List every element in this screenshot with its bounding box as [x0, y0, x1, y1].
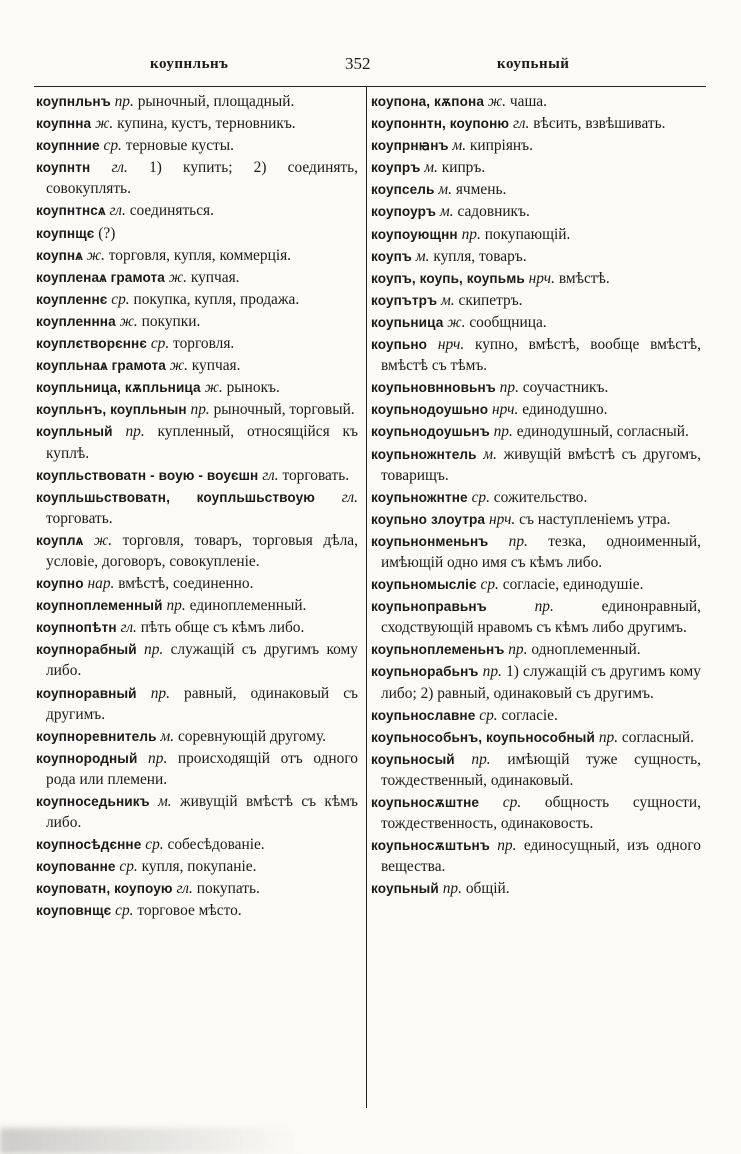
dictionary-entry [371, 157, 701, 178]
entry-headword: коупьнославне [371, 707, 476, 723]
entry-grammar-label: м. [452, 137, 467, 155]
dictionary-entry [36, 421, 358, 463]
entry-headword: коупоуръ [371, 204, 437, 220]
entry-grammar-label: ж. [93, 531, 113, 549]
entry-headword: коупльнъ, коупльнын [36, 402, 187, 418]
entry-headword: коуплѧ [36, 532, 84, 548]
entry-headword: коупьномысліє [371, 577, 477, 593]
dictionary-entry [371, 749, 701, 791]
entry-grammar-label: пр. [144, 641, 164, 659]
dictionary-entry [371, 727, 701, 748]
entry-grammar-label: ж. [204, 379, 223, 397]
entry-headword: коупьнодоушьно [371, 402, 489, 418]
dictionary-entry [36, 333, 358, 354]
entry-definition: покупающій. [484, 225, 571, 243]
entry-headword: коупоующнн [371, 226, 458, 242]
entry-definition: сожительство. [493, 488, 588, 506]
dictionary-entry [371, 487, 701, 508]
entry-definition: единодушный, согласный. [516, 423, 689, 441]
entry-definition: тезка, одноименный, имѣющій одно имя съ кѣмъ либо. [381, 532, 701, 571]
entry-grammar-label: пр. [508, 641, 528, 659]
entry-grammar-label: пр. [493, 423, 513, 441]
entry-headword: коупьница [371, 314, 444, 330]
entry-headword: коупьно злоутра [371, 511, 486, 527]
dictionary-entry [36, 683, 358, 725]
entry-headword: коупътръ [371, 292, 438, 308]
entry-headword: коупьноправьнъ [371, 599, 487, 615]
entry-definition: рыночный, торговый. [213, 401, 355, 419]
right-column [371, 91, 701, 900]
entry-grammar-label: ж. [95, 115, 114, 133]
entry-headword: коупьнособьнъ, коупьнособный [371, 729, 595, 745]
entry-headword: коупно [36, 576, 84, 592]
entry-headword: коупленнє [36, 291, 108, 307]
entry-grammar-label: м. [157, 793, 172, 810]
dictionary-entry [371, 705, 701, 726]
entry-definition: одноплеменный. [531, 641, 641, 659]
dictionary-entry [371, 596, 701, 638]
entry-definition: (?) [98, 224, 116, 242]
entry-headword: коупьносѫштне [371, 795, 480, 810]
entry-grammar-label: пр. [148, 749, 168, 767]
entry-headword: коупнѧ [36, 247, 83, 263]
dictionary-entry [36, 267, 358, 288]
entry-definition: единодушно. [522, 401, 608, 419]
entry-headword: коупьноплеменьнъ [371, 642, 505, 658]
entry-headword: коупльница, кѫпльница [36, 380, 201, 396]
entry-grammar-label: ср. [502, 794, 522, 811]
entry-grammar-label: ж. [447, 313, 466, 331]
dictionary-entry [36, 465, 358, 486]
entry-grammar-label: ср. [479, 706, 498, 724]
dictionary-entry [36, 573, 358, 594]
dictionary-entry [371, 246, 701, 267]
entry-grammar-label: м. [483, 445, 497, 463]
entry-grammar-label: пр. [534, 598, 554, 616]
entry-grammar-label: пр. [598, 728, 619, 746]
entry-headword: коупнние [36, 138, 100, 154]
entry-grammar-label: гл. [341, 488, 358, 506]
entry-definition: рыночный, площадный. [137, 93, 295, 110]
header-rule [34, 86, 706, 87]
entry-definition: соревнующій другому. [177, 727, 326, 745]
entry-grammar-label: ж. [86, 246, 105, 264]
entry-grammar-label: пр. [190, 401, 210, 419]
entry-definition: соединяться. [129, 202, 214, 220]
dictionary-entry [371, 377, 701, 398]
dictionary-entry [36, 223, 358, 244]
entry-definition: кипріянъ. [469, 137, 533, 155]
dictionary-entry [371, 531, 701, 573]
entry-headword: коупьновнновьнъ [371, 380, 496, 396]
dictionary-entry [371, 179, 701, 200]
entry-grammar-label: пр. [499, 379, 519, 397]
entry-definition: вмѣстѣ, соединенно. [118, 575, 254, 593]
entry-grammar-label: нрч. [488, 510, 516, 528]
dictionary-entry [371, 334, 701, 376]
entry-headword: коупльнаѧ грамота [36, 358, 166, 374]
entry-headword: коупнна [36, 116, 92, 132]
entry-headword: коупнщє [36, 225, 95, 241]
entry-headword: коупьносѫштьнъ [371, 838, 490, 854]
entry-definition: вѣсить, взвѣшивать. [533, 115, 666, 133]
entry-definition: собесѣдованіе. [167, 836, 265, 854]
entry-definition: купленный, относящійся къ куплѣ. [46, 423, 358, 462]
entry-definition: покупка, купля, продажа. [133, 290, 300, 308]
entry-grammar-label: ср. [115, 902, 134, 920]
entry-definition: скипетръ. [458, 291, 523, 309]
entry-headword: коупноревнитель [36, 728, 157, 744]
entry-definition: живущій вмѣстѣ съ кѣмъ либо. [46, 793, 358, 832]
dictionary-entry [36, 748, 358, 790]
dictionary-entry [371, 444, 701, 486]
dictionary-entry [36, 639, 358, 681]
entry-definition: имѣющій туже сущность, тождественный, одинаковый. [381, 750, 701, 789]
entry-headword: коупьный [371, 881, 439, 897]
entry-definition: сообщница. [469, 313, 547, 331]
entry-headword: коупноплеменный [36, 598, 163, 614]
entry-headword: коупльшьствоватн, коупльшьствоую [36, 489, 315, 505]
entry-definition: покупать. [196, 880, 260, 898]
dictionary-entry [36, 311, 358, 332]
entry-definition: покупки. [141, 312, 201, 330]
dictionary-entry [36, 791, 358, 833]
entry-grammar-label: нрч. [437, 336, 465, 354]
entry-headword: коуплєтворєннє [36, 336, 147, 352]
entry-headword: коупноседьникъ [36, 794, 150, 809]
dictionary-entry [371, 835, 701, 877]
entry-headword: коупльный [36, 424, 113, 440]
entry-grammar-label: м. [415, 247, 430, 265]
entry-grammar-label: ср. [471, 488, 490, 506]
right-guide-word: коупьный [497, 56, 570, 72]
entry-grammar-label: м. [440, 291, 455, 309]
entry-definition: купля, покупаніе. [141, 858, 257, 876]
dictionary-entry [36, 399, 358, 420]
column-divider [366, 86, 367, 1108]
dictionary-entry [36, 91, 358, 112]
entry-definition: общность сущности, тождественность, одинаковость. [381, 794, 701, 833]
entry-definition: единоплеменный. [189, 597, 307, 615]
entry-grammar-label: м. [424, 159, 438, 177]
dictionary-entry [371, 509, 701, 530]
entry-headword: коупона, кѫпона [371, 94, 484, 109]
entry-headword: коуповатн, коупоую [36, 881, 173, 897]
entry-definition: торговое мѣсто. [137, 902, 242, 920]
dictionary-entry [36, 856, 358, 877]
entry-grammar-label: нрч. [528, 269, 555, 287]
entry-headword: коупнопѣтн [36, 620, 117, 636]
entry-headword: коупьнонменьнъ [371, 533, 489, 549]
entry-definition: терновые кусты. [125, 137, 234, 155]
entry-grammar-label: ср. [111, 290, 130, 308]
entry-definition: торговля. [173, 335, 235, 353]
entry-definition: живущій вмѣстѣ съ другомъ, товарищъ. [381, 445, 701, 484]
entry-definition: купчая. [190, 268, 240, 286]
entry-grammar-label: пр. [166, 597, 186, 615]
entry-grammar-label: гл. [262, 466, 279, 484]
entry-headword: коупсель [371, 182, 435, 198]
dictionary-entry [36, 377, 358, 398]
entry-definition: происходящій отъ одного рода или племени. [46, 749, 358, 788]
entry-definition: кипръ. [441, 159, 486, 177]
entry-grammar-label: ср. [150, 335, 170, 353]
dictionary-entry [371, 91, 701, 112]
dictionary-entry [371, 421, 701, 442]
entry-headword: коупьнорабьнъ [371, 664, 479, 680]
entry-definition: согласіе. [501, 706, 558, 724]
entry-grammar-label: гл. [512, 115, 530, 133]
entry-definition: служащій съ другимъ кому либо. [46, 641, 358, 680]
entry-grammar-label: пр. [442, 880, 462, 898]
entry-headword: коупъ, коупь, коупьмь [371, 270, 525, 286]
entry-headword: коупоннтн, коупоню [371, 116, 510, 132]
entry-grammar-label: м. [439, 203, 454, 221]
entry-grammar-label: ср. [119, 858, 138, 876]
entry-definition: торговля, купля, коммерція. [108, 246, 292, 264]
entry-definition: торговать. [282, 466, 350, 484]
dictionary-entry [371, 290, 701, 311]
dictionary-entry [371, 224, 701, 245]
dictionary-entry [36, 617, 358, 638]
entry-grammar-label: ж. [169, 357, 188, 375]
left-guide-word: коупнльнъ [150, 56, 229, 72]
dictionary-entry [36, 487, 358, 529]
entry-grammar-label: ж. [119, 312, 138, 330]
entry-headword: коупъ [371, 248, 412, 264]
entry-definition: торговля, товаръ, торговыя дѣла, условіе, договоръ, совокупленіе. [46, 531, 358, 570]
entry-definition: купчая. [191, 357, 241, 375]
dictionary-entry [36, 157, 358, 199]
entry-grammar-label: гл. [120, 619, 137, 637]
running-header [0, 50, 741, 78]
dictionary-entry [371, 878, 701, 899]
entry-headword: коупьносый [371, 751, 455, 767]
entry-headword: коупнородный [36, 750, 138, 766]
entry-grammar-label: ср. [145, 836, 164, 854]
entry-grammar-label: пр. [497, 837, 517, 855]
entry-headword: коупрнꙗнъ [371, 138, 449, 154]
entry-headword: коупленаѧ грамота [36, 269, 165, 285]
entry-grammar-label: нрч. [492, 401, 519, 419]
entry-headword: коупнтнсѧ [36, 203, 106, 219]
dictionary-entry [36, 135, 358, 156]
dictionary-entry [36, 834, 358, 855]
entry-definition: ячмень. [455, 181, 507, 199]
entry-headword: коупльствоватн - воую - воуєшн [36, 467, 259, 483]
entry-definition: единосущный, изъ одного вещества. [381, 837, 701, 876]
entry-definition: пѣть обще съ кѣмъ либо. [140, 619, 305, 637]
dictionary-entry [371, 113, 701, 134]
entry-definition: вмѣстѣ. [558, 269, 610, 287]
entry-grammar-label: нар. [87, 575, 115, 593]
entry-definition: купно, вмѣстѣ, вообще вмѣстѣ, вмѣстѣ съ тѣмъ. [381, 336, 701, 375]
entry-definition: единонравный, сходствующій нравомъ съ кѣмъ либо другимъ. [381, 598, 701, 637]
entry-grammar-label: пр. [508, 532, 528, 550]
entry-definition: 1) служащій съ другимъ кому либо; 2) равный, одинаковый съ другимъ. [381, 663, 701, 702]
dictionary-entry [36, 900, 358, 921]
dictionary-entry [371, 792, 701, 834]
entry-definition: чаша. [509, 93, 547, 110]
entry-definition: торговать. [46, 509, 113, 527]
dictionary-entry [36, 245, 358, 266]
page-number: 352 [345, 54, 371, 73]
page-edge-shadow [0, 1128, 300, 1154]
entry-headword: коупнтн [36, 160, 91, 176]
entry-grammar-label: гл. [109, 202, 126, 220]
entry-headword: коупноравный [36, 685, 137, 701]
entry-headword: коупносѣдєнне [36, 837, 142, 853]
entry-definition: общій. [465, 880, 510, 898]
entry-headword: коупьножнтне [371, 489, 468, 505]
dictionary-entry [36, 289, 358, 310]
dictionary-entry [371, 201, 701, 222]
dictionary-entry [36, 200, 358, 221]
entry-headword: коуповнщє [36, 903, 112, 919]
dictionary-entry [36, 113, 358, 134]
entry-headword: коупнльнъ [36, 94, 111, 109]
entry-grammar-label: ж. [487, 93, 507, 110]
entry-grammar-label: пр. [150, 684, 170, 702]
dictionary-entry [36, 595, 358, 616]
entry-grammar-label: гл. [176, 880, 193, 898]
entry-definition: купина, кустъ, терновникъ. [117, 115, 296, 133]
dictionary-entry [36, 355, 358, 376]
entry-definition: равный, одинаковый съ другимъ. [46, 684, 358, 723]
dictionary-entry [371, 312, 701, 333]
dictionary-entry [371, 399, 701, 420]
dictionary-entry [371, 639, 701, 660]
entry-definition: 1) купить; 2) соединять, совокуплять. [46, 159, 358, 198]
dictionary-entry [371, 268, 701, 289]
entry-definition: согласный. [621, 728, 694, 746]
dictionary-entry [371, 661, 701, 703]
entry-grammar-label: ср. [480, 576, 499, 594]
dictionary-entry [36, 726, 358, 747]
dictionary-entry [371, 574, 701, 595]
entry-definition: соучастникъ. [522, 379, 609, 397]
entry-grammar-label: ж. [168, 268, 187, 286]
entry-grammar-label: пр. [482, 663, 502, 681]
left-column [36, 91, 358, 923]
entry-headword: коупнорабный [36, 642, 137, 658]
entry-definition: рынокъ. [226, 379, 280, 397]
entry-grammar-label: пр. [114, 93, 134, 110]
entry-definition: съ наступленіемъ утра. [519, 510, 671, 528]
entry-headword: коупованне [36, 859, 116, 875]
dictionary-entry [36, 530, 358, 572]
entry-definition: согласіе, единодушіе. [502, 576, 644, 594]
entry-definition: купля, товаръ. [433, 247, 527, 265]
entry-headword: коупленнна [36, 313, 116, 329]
dictionary-entry [36, 878, 358, 899]
entry-grammar-label: пр. [125, 423, 145, 441]
entry-grammar-label: пр. [471, 750, 491, 768]
entry-grammar-label: м. [438, 181, 452, 199]
entry-headword: коупьнодоушьнъ [371, 424, 490, 440]
dictionary-entry [371, 135, 701, 156]
entry-grammar-label: пр. [461, 225, 481, 243]
entry-headword: коупръ [371, 160, 421, 176]
entry-grammar-label: гл. [111, 159, 128, 177]
entry-grammar-label: м. [160, 727, 175, 745]
entry-headword: коупьножнтель [371, 446, 477, 462]
entry-definition: садовникъ. [457, 203, 530, 221]
entry-grammar-label: ср. [103, 137, 122, 155]
entry-headword: коупьно [371, 337, 428, 353]
